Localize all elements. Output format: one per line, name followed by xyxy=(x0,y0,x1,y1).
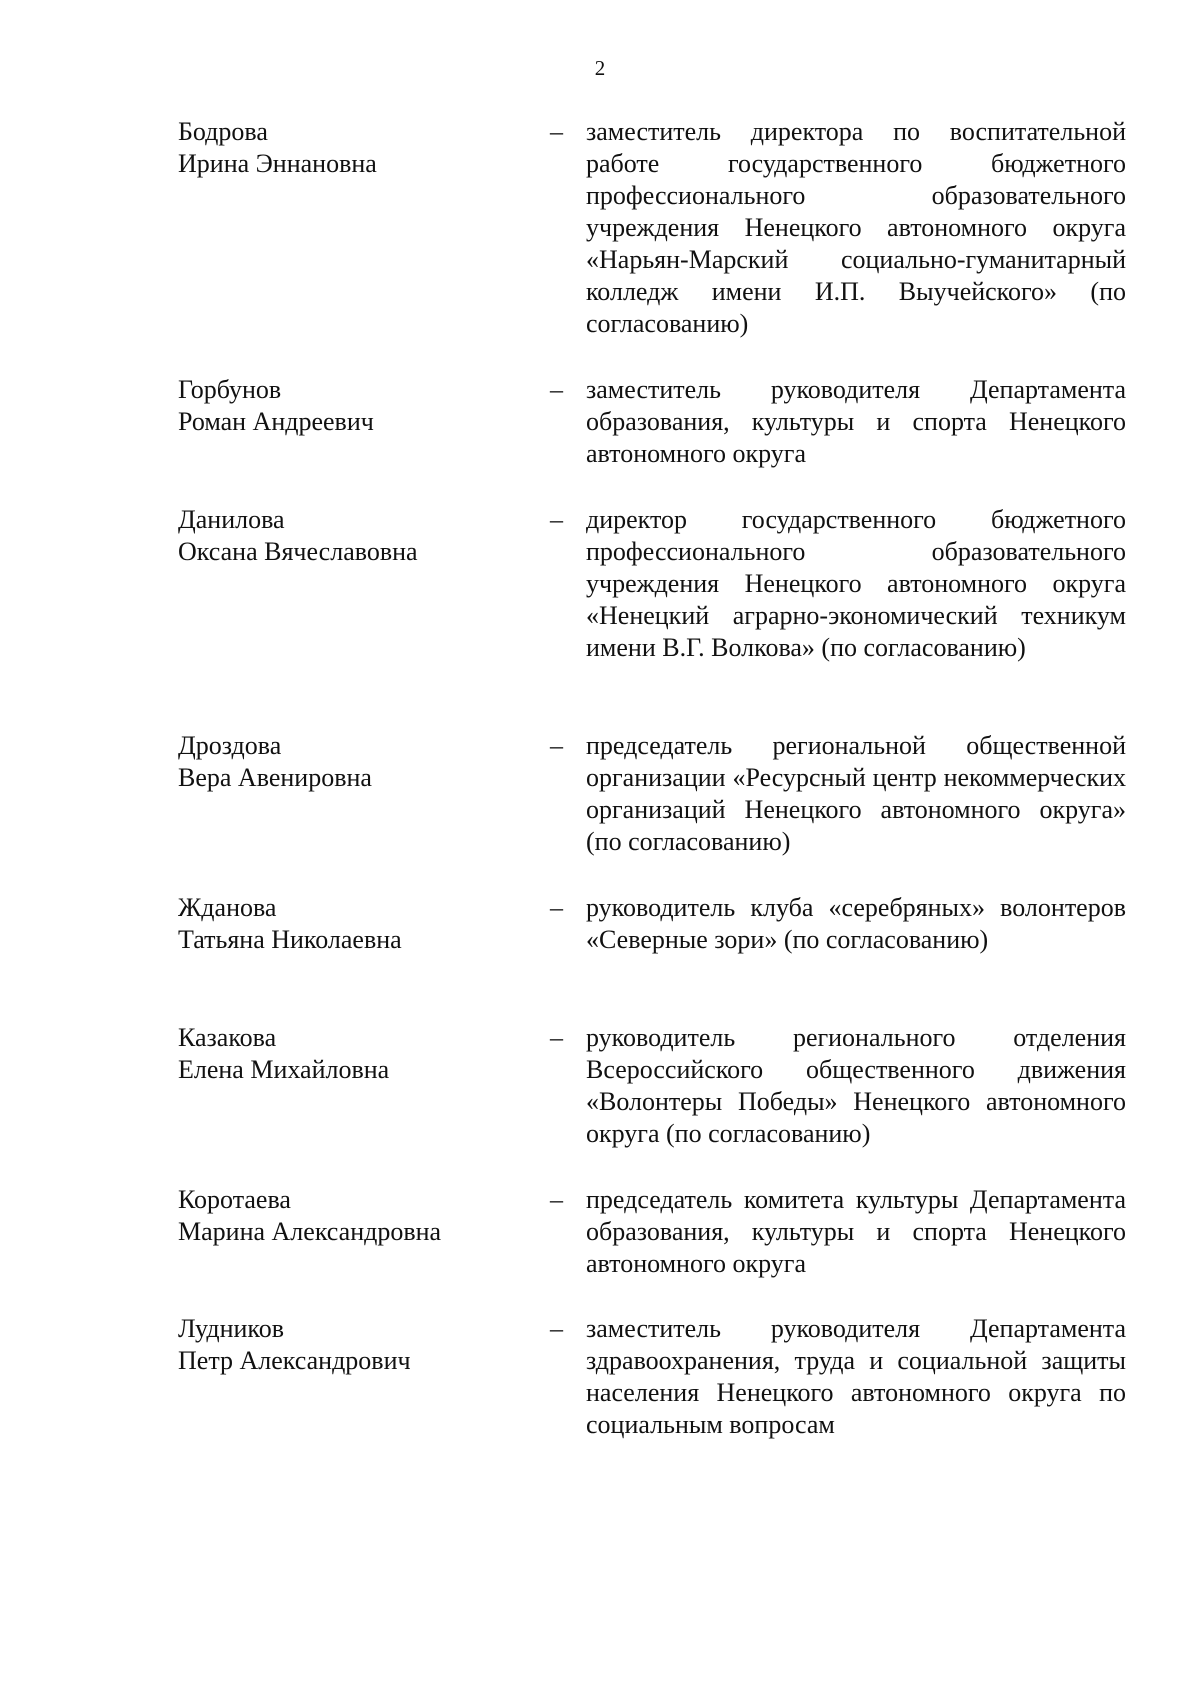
separator-dash: – xyxy=(550,1023,563,1052)
member-name xyxy=(178,1313,508,1377)
member-position: директор государственного бюджетного профессионального образовательного учреждения Ненецкого автономного округа «Ненецкий аграрно-экономический техникум имени В.Г. Волкова» (по согласованию) xyxy=(586,505,1126,662)
member-position: заместитель руководителя Департамента здравоохранения, труда и социальной защиты населения Ненецкого автономного округа по социальным вопросам xyxy=(586,1314,1126,1439)
separator-dash: – xyxy=(550,505,563,534)
member-given-names: Ирина Эннановна xyxy=(178,149,377,178)
separator-dash: – xyxy=(550,375,563,404)
member-name xyxy=(178,116,508,180)
member-given-names: Елена Михайловна xyxy=(178,1055,390,1084)
member-position: председатель региональной общественной организации «Ресурсный центр некоммерческих организаций Ненецкого автономного округа» (по согласованию) xyxy=(586,731,1126,856)
separator-dash: – xyxy=(550,117,563,146)
member-position: заместитель руководителя Департамента образования, культуры и спорта Ненецкого автономного округа xyxy=(586,375,1126,468)
member-surname: Коротаева xyxy=(178,1185,291,1214)
member-surname: Жданова xyxy=(178,893,277,922)
member-given-names: Вера Авенировна xyxy=(178,763,372,792)
member-name xyxy=(178,730,508,794)
member-surname: Данилова xyxy=(178,505,285,534)
member-position: заместитель директора по воспитательной работе государственного бюджетного профессионального образовательного учреждения Ненецкого автономного округа «Нарьян-Марский социально-гуманитарный колледж имени И.П. Выучейского» (по согласованию) xyxy=(586,117,1126,338)
member-surname: Дроздова xyxy=(178,731,282,760)
member-name xyxy=(178,1184,508,1248)
member-surname: Горбунов xyxy=(178,375,282,404)
separator-dash: – xyxy=(550,893,563,922)
member-given-names: Оксана Вячеславовна xyxy=(178,537,418,566)
member-given-names: Петр Александрович xyxy=(178,1346,411,1375)
member-given-names: Роман Андреевич xyxy=(178,407,374,436)
page-number: 2 xyxy=(594,56,606,80)
separator-dash: – xyxy=(550,731,563,760)
member-name xyxy=(178,1022,508,1086)
member-name xyxy=(178,504,508,568)
member-name xyxy=(178,892,508,956)
separator-dash: – xyxy=(550,1314,563,1343)
member-position: руководитель регионального отделения Всероссийского общественного движения «Волонтеры Победы» Ненецкого автономного округа (по согласованию) xyxy=(586,1023,1126,1148)
member-given-names: Марина Александровна xyxy=(178,1217,442,1246)
member-position: председатель комитета культуры Департамента образования, культуры и спорта Ненецкого автономного округа xyxy=(586,1185,1126,1278)
member-position: руководитель клуба «серебряных» волонтеров «Северные зори» (по согласованию) xyxy=(586,893,1126,954)
member-surname: Лудников xyxy=(178,1314,284,1343)
member-surname: Казакова xyxy=(178,1023,277,1052)
member-surname: Бодрова xyxy=(178,117,268,146)
member-given-names: Татьяна Николаевна xyxy=(178,925,402,954)
member-name xyxy=(178,374,508,438)
separator-dash: – xyxy=(550,1185,563,1214)
